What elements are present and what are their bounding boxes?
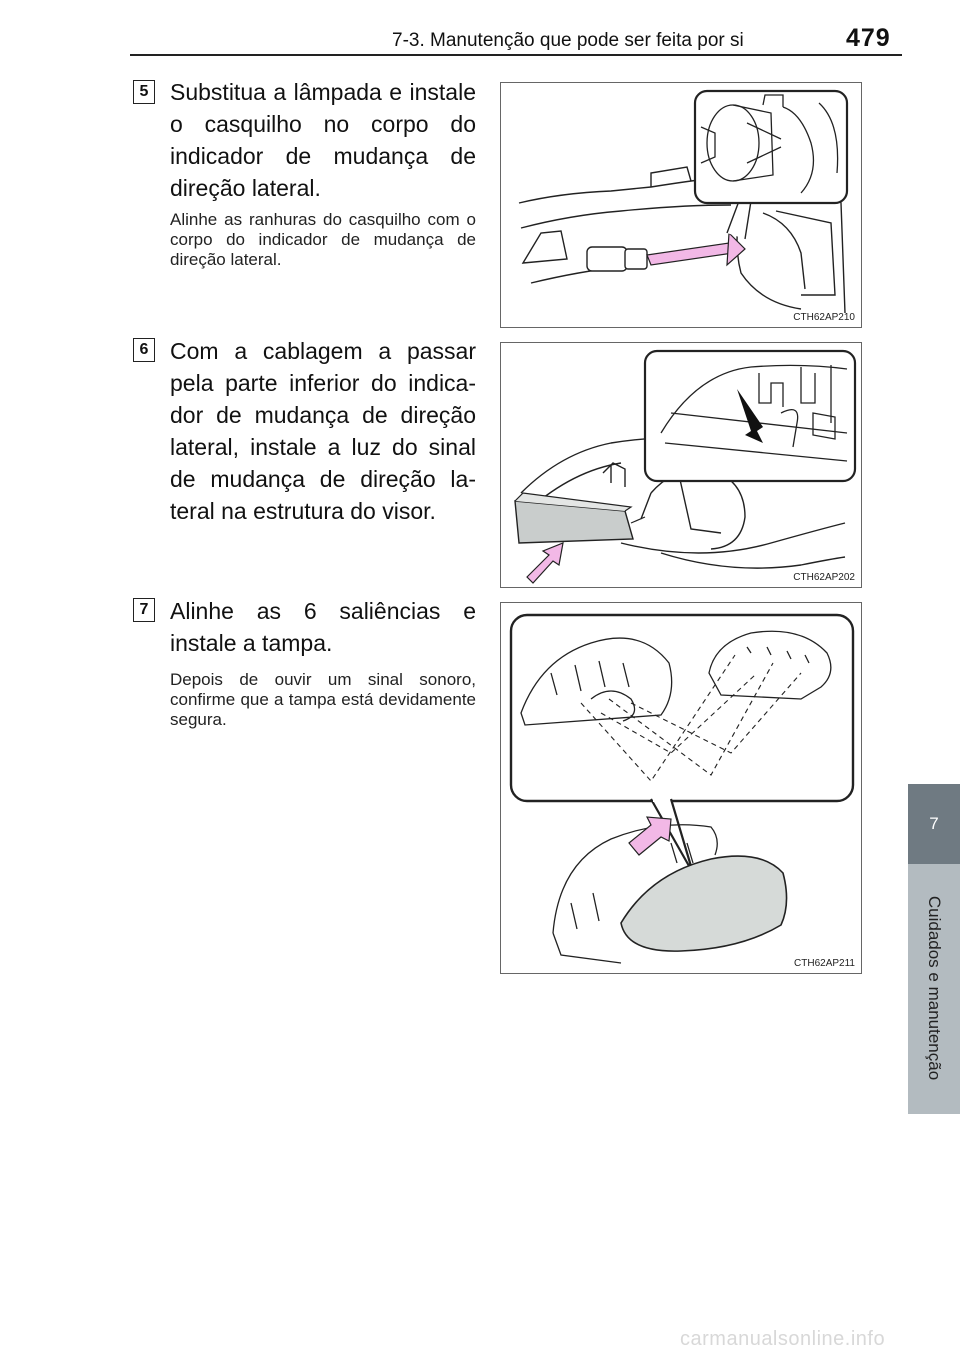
step-number-5: 5 <box>133 80 155 104</box>
footer-watermark: carmanualsonline.info <box>680 1328 886 1350</box>
bulb-socket-illustration <box>501 83 862 328</box>
figure-cover-install <box>500 602 862 974</box>
figure-code: CTH62AP211 <box>794 958 855 969</box>
page-number: 479 <box>846 24 891 52</box>
step-7-note: Depois de ouvir um sinal sonoro, confirme que a tampa está devidamente segura. <box>170 670 476 729</box>
header-rule <box>130 54 902 56</box>
step-5-instruction: Substitua a lâmpada e instale o casquilho no corpo do indicador de mudança de direção lateral. <box>170 79 476 201</box>
step-7-instruction: Alinhe as 6 saliências e instale a tampa. <box>170 598 476 656</box>
mirror-cover-illustration <box>501 603 862 974</box>
step-6-instruction: Com a cablagem a passar pela parte inferior do indica-dor de mudança de direção lateral, instale a luz do sinal de mudança de direção la-teral na estrutura do visor. <box>170 338 476 524</box>
figure-code: CTH62AP210 <box>793 312 855 323</box>
figure-bulb-socket-install <box>500 82 862 328</box>
turn-signal-illustration <box>501 343 862 588</box>
step-number-6: 6 <box>133 338 155 362</box>
figure-code: CTH62AP202 <box>793 572 855 583</box>
chapter-title: Cuidados e manutenção <box>925 895 944 1081</box>
chapter-number-tab: 7 <box>908 784 960 864</box>
section-title: 7-3. Manutenção que pode ser feita por si <box>392 30 744 51</box>
step-number-7: 7 <box>133 598 155 622</box>
figure-turn-signal-install <box>500 342 862 588</box>
step-5-note: Alinhe as ranhuras do casquilho com o corpo do indicador de mudança de direção lateral. <box>170 210 476 269</box>
